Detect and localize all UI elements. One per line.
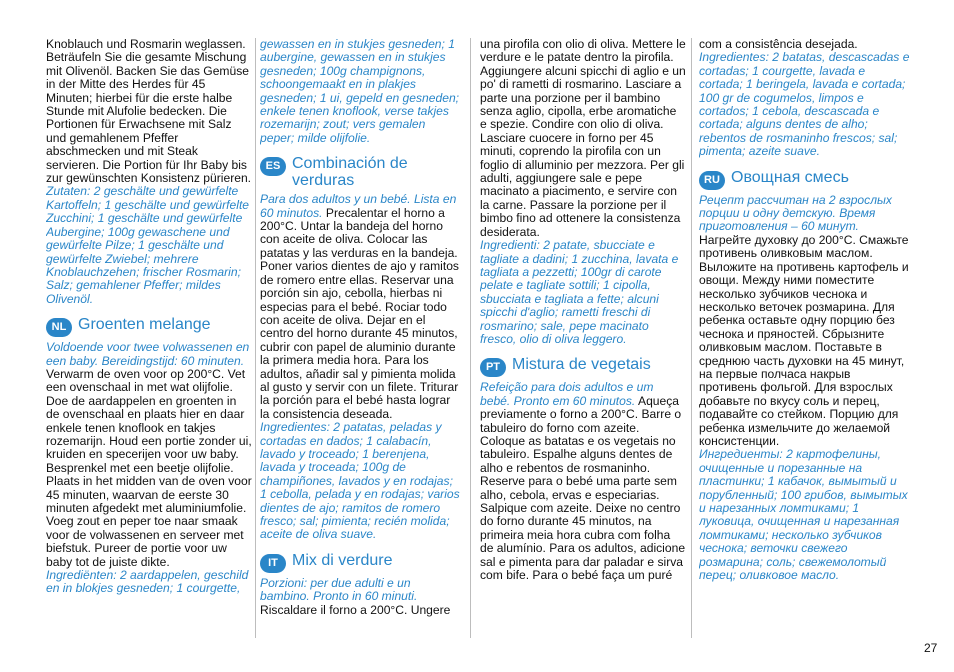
pt-body-continued: com a consistência desejada. xyxy=(699,38,858,51)
column-1 xyxy=(46,38,252,638)
column-3 xyxy=(480,38,686,638)
pt-ingredients: Ingredientes: 2 batatas, descascadas e cortadas; 1 courgette, lavada e cortada; 1 beringela, lavada e cortada; 100 gr de cogumelos, limpos e cortados; 1 cebola, descascada e cortada; alguns dentes de alho; rebentos de rosmaninho frescos; sal; pimenta; azeite suave. xyxy=(699,50,910,159)
es-section-title: Combinación de verduras xyxy=(292,155,408,190)
pt-body-text: Aqueça previamente o forno a 200°C. Barre o tabuleiro do forno com azeite. Coloque as batatas e os vegetais no tabuleiro. Espalhe alguns dentes de alho e rebentos de rosmaninho. Reserve para o bebé uma parte sem alho, cebola, ervas e especiarias. Salpique com azeite. Deixe no centro do forno durante 45 minutos, na primeira meia hora cubra com folha de alumínio. Para os adultos, adicione sal e pimenta para dar paladar e sirva com bife. Para o bebé faça um puré xyxy=(480,393,686,583)
it-ingredients: Ingredienti: 2 patate, sbucciate e tagliate a dadini; 1 zucchina, lavata e tagliata a pezzetti; 100gr di carote pelate e tagliate sottili; 1 cipolla, sbucciata e tagliata a fette; alcuni spicchi d'aglio; rametti freschi di rosmarino; sale, pepe macinato fresco, olio di oliva leggero. xyxy=(480,238,679,346)
ru-section-header xyxy=(699,169,911,190)
pt-paragraph xyxy=(480,381,686,582)
pt-section-header xyxy=(480,356,686,377)
pt-intro: Refeição para dois adultos e um bebé. Pronto em 60 minutos. xyxy=(480,380,654,408)
de-body-text: Knoblauch und Rosmarin weglassen. Beträufeln Sie die gesamte Mischung mit Olivenöl. Backen Sie das Gemüse in der Mitte des Herdes für 45 Minuten; hierbei für die erste halbe Stunde mit Alufolie bedecken. Die Portionen für Erwachsene mit Salz und gemahlenem Pfeffer abschmecken und mit Steak servieren. Die Portion für Ihr Baby bis zur gewünschten Konsistenz pürieren. xyxy=(46,38,252,186)
nl-intro: Voldoende voor twee volwassenen en een baby. Bereidingstijd: 60 minuten. xyxy=(46,340,250,368)
column-divider xyxy=(470,38,471,638)
ru-intro: Рецепт рассчитан на 2 взрослых порции и одну детскую. Время приготовления – 60 минут. xyxy=(699,192,892,234)
column-divider xyxy=(255,38,256,638)
it-section-header xyxy=(260,552,460,573)
es-paragraph xyxy=(260,193,460,421)
it-language-badge: IT xyxy=(260,554,286,573)
it-body-text: Riscaldare il forno a 200°C. Ungere xyxy=(260,602,451,617)
es-section-header xyxy=(260,155,460,189)
column-4 xyxy=(699,38,911,638)
ru-ingredients: Ингредиенты: 2 картофелины, очищенные и порезанные на пластинки; 1 кабачок, вымытый и порубленный; 100 грибов, вымытых и нарезанных ломтиками; 1 луковица, очищенная и нарезанная ломтиками; несколько зубчиков чеснока; веточки свежего розмарина; соль; свежемолотый перец; оливковое масло. xyxy=(699,447,908,583)
it-paragraph xyxy=(260,577,460,617)
es-intro: Para dos adultos y un bebé. Lista en 60 minutos. xyxy=(260,192,457,220)
ru-section-title: Овощная смесь xyxy=(731,168,849,186)
es-body-text: Precalentar el horno a 200°C. Untar la bandeja del horno con aceite de oliva. Colocar las patatas y las verduras en la bandeja. Poner varios dientes de ajo y ramitos de romero entre ellas. Reservar una porción sin ajo, cebolla, hierbas ni especias para el bebé. Rociar todo con aceite de oliva. Dejar en el centro del horno durante 45 minutos, cubrir con papel de aluminio durante la primera media hora. Para los adultos, añadir sal y pimienta molida al gusto y servir con un filete. Triturar la porción para el bebé hasta lograr la consistencia deseada. xyxy=(260,205,459,421)
nl-ingredients-continued: gewassen en in stukjes gesneden; 1 aubergine, gewassen en in stukjes gesneden; 100g champignons, schoongemaakt en in plakjes gesneden; 1 ui, gepeld en gesneden; enkele tenen knoflook, verse takjes rozemarijn; zout; vers gemalen peper; milde olijfolie. xyxy=(260,38,460,145)
column-2 xyxy=(260,38,460,638)
nl-ingredients: Ingrediënten: 2 aardappelen, geschild en in blokjes gesneden; 1 courgette, xyxy=(46,568,249,596)
ru-body-text: Нагрейте духовку до 200°С. Смажьте противень оливковым маслом. Выложите на противень картофель и овощи. Между ними поместите несколько зубчиков чеснока и несколько веточек розмарина. Для ребенка оставьте одну порцию без чеснока и пряностей. Сбрызните оливковым маслом. Поставьте в среднюю часть духовки на 45 минут, на первые полчаса накрыв противень фольгой. Для взрослых добавьте по вкусу соль и перец, подавайте со стейком. Порцию для ребенка измельчите до желаемой консистенции. xyxy=(699,232,909,448)
nl-paragraph xyxy=(46,341,252,569)
nl-section-title: Groenten melange xyxy=(78,316,211,334)
pt-section-title: Mistura de vegetais xyxy=(512,356,651,374)
it-body-continued: una pirofila con olio di oliva. Mettere le verdure e le patate dentro la pirofila. Aggiungere alcuni spicchi di aglio e un po' di rametti di rosmarino. Lasciare a parte una porzione per il bambino senza aglio, cipolla, erbe aromatiche e spezie. Condire con olio di oliva. Lasciare cuocere in forno per 45 minuti, coprendo la pirofila con un foglio di alluminio per mezzora. Per gli adulti, aggiungere sale e pepe macinato a piacimento, e servire con la carne. Passare la porzione per il bimbo fino ad ottenere la consistenza desiderata. xyxy=(480,38,686,239)
nl-language-badge: NL xyxy=(46,318,72,337)
de-ingredients: Zutaten: 2 geschälte und gewürfelte Kartoffeln; 1 geschälte und gewürfelte Zucchini; 1 geschälte und gewürfelte Aubergine; 100g gewaschene und gewürfelte Pilze; 1 geschälte und gewürfelte Zwiebel; mehrere Knoblauchzehen; frischer Rosmarin; Salz; gemahlener Pfeffer; mildes Olivenöl. xyxy=(46,184,250,306)
ru-paragraph xyxy=(699,194,911,449)
page-number: 27 xyxy=(924,641,938,655)
ru-language-badge: RU xyxy=(699,171,725,190)
es-ingredients: Ingredientes: 2 patatas, peladas y cortadas en dados; 1 calabacín, lavado y troceado; 1 berenjena, lavada y troceada; 100g de champiñones, lavados y en rodajas; 1 cebolla, pelada y en rodajas; varios dientes de ajo; ramitos de romero fresco; sal; pimienta; recién molida; aceite de oliva suave. xyxy=(260,420,460,542)
pt-language-badge: PT xyxy=(480,358,506,377)
it-intro: Porzioni: per due adulti e un bambino. Pronto in 60 minuti. xyxy=(260,575,418,604)
nl-section-header xyxy=(46,316,252,337)
it-section-title: Mix di verdure xyxy=(292,551,393,569)
column-divider xyxy=(691,38,692,638)
nl-body-text: Verwarm de oven voor op 200°C. Vet een ovenschaal in met wat olijfolie. Doe de aardappelen en groenten in de ovenschaal en plaats hier en daar enkele tenen knoflook en takjes rozemarijn. Houd een portie zonder ui, kruiden en specerijen voor uw baby. Besprenkel met een beetje olijfolie. Plaats in het midden van de oven voor 45 minuten, waarvan de eerste 30 minuten afgedekt met aluminiumfolie. Voeg zout en peper toe naar smaak voor de volwassenen en serveer met biefstuk. Pureer de portie voor uw baby tot de juiste dikte. xyxy=(46,366,252,569)
es-language-badge: ES xyxy=(260,157,286,176)
